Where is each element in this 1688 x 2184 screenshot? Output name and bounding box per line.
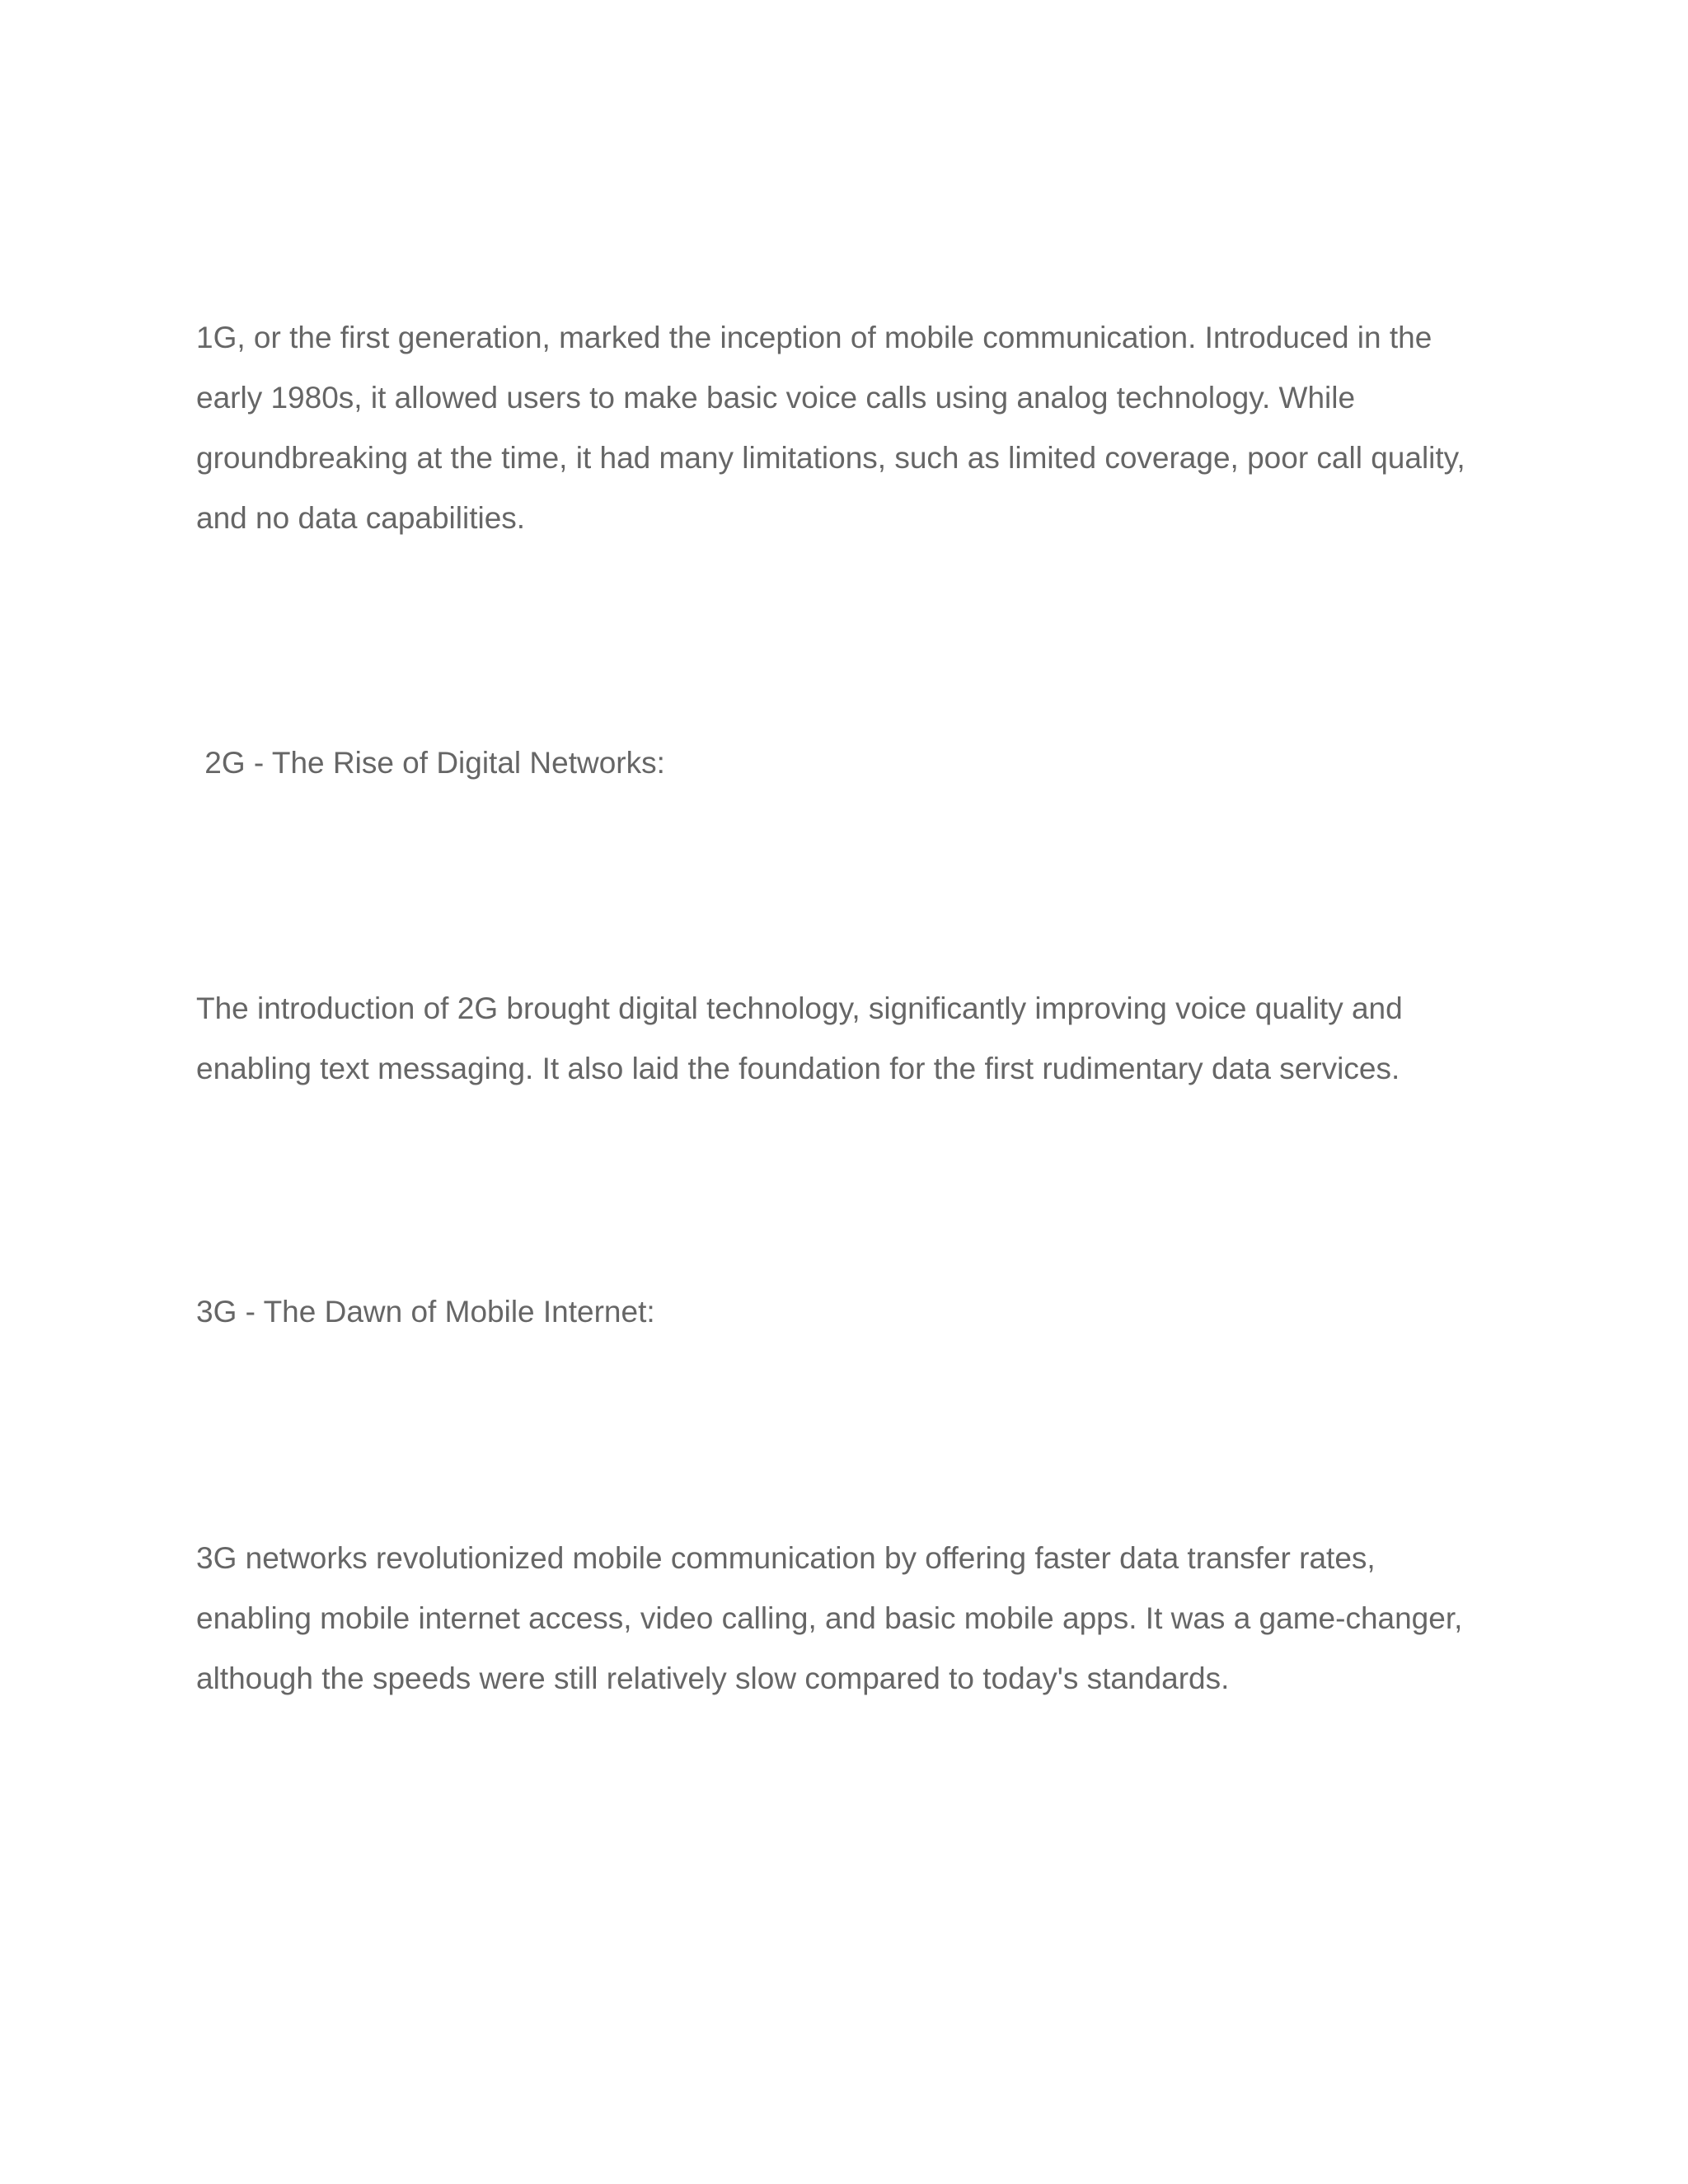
paragraph-3g: 3G networks revolutionized mobile communication by offering faster data transfer rates, enabling mobile internet access, video calling, and basic mobile apps. It was a game-changer, although the speeds were still relatively slow compared to today's standards. [196,1541,1463,1695]
paragraph-2g: The introduction of 2G brought digital technology, significantly improving voice quality and enabling text messaging. It also laid the foundation for the first rudimentary data services. [196,991,1403,1085]
heading-3g: 3G - The Dawn of Mobile Internet: [196,1295,655,1329]
paragraph-1g-intro: 1G, or the first generation, marked the inception of mobile communication. Introduced in the early 1980s, it allowed users to make basic voice calls using analog technology. While groundbreaking at the time, it had many limitations, such as limited coverage, poor call quality, and no data capabilities. [196,321,1465,535]
heading-2g: 2G - The Rise of Digital Networks: [196,746,665,780]
